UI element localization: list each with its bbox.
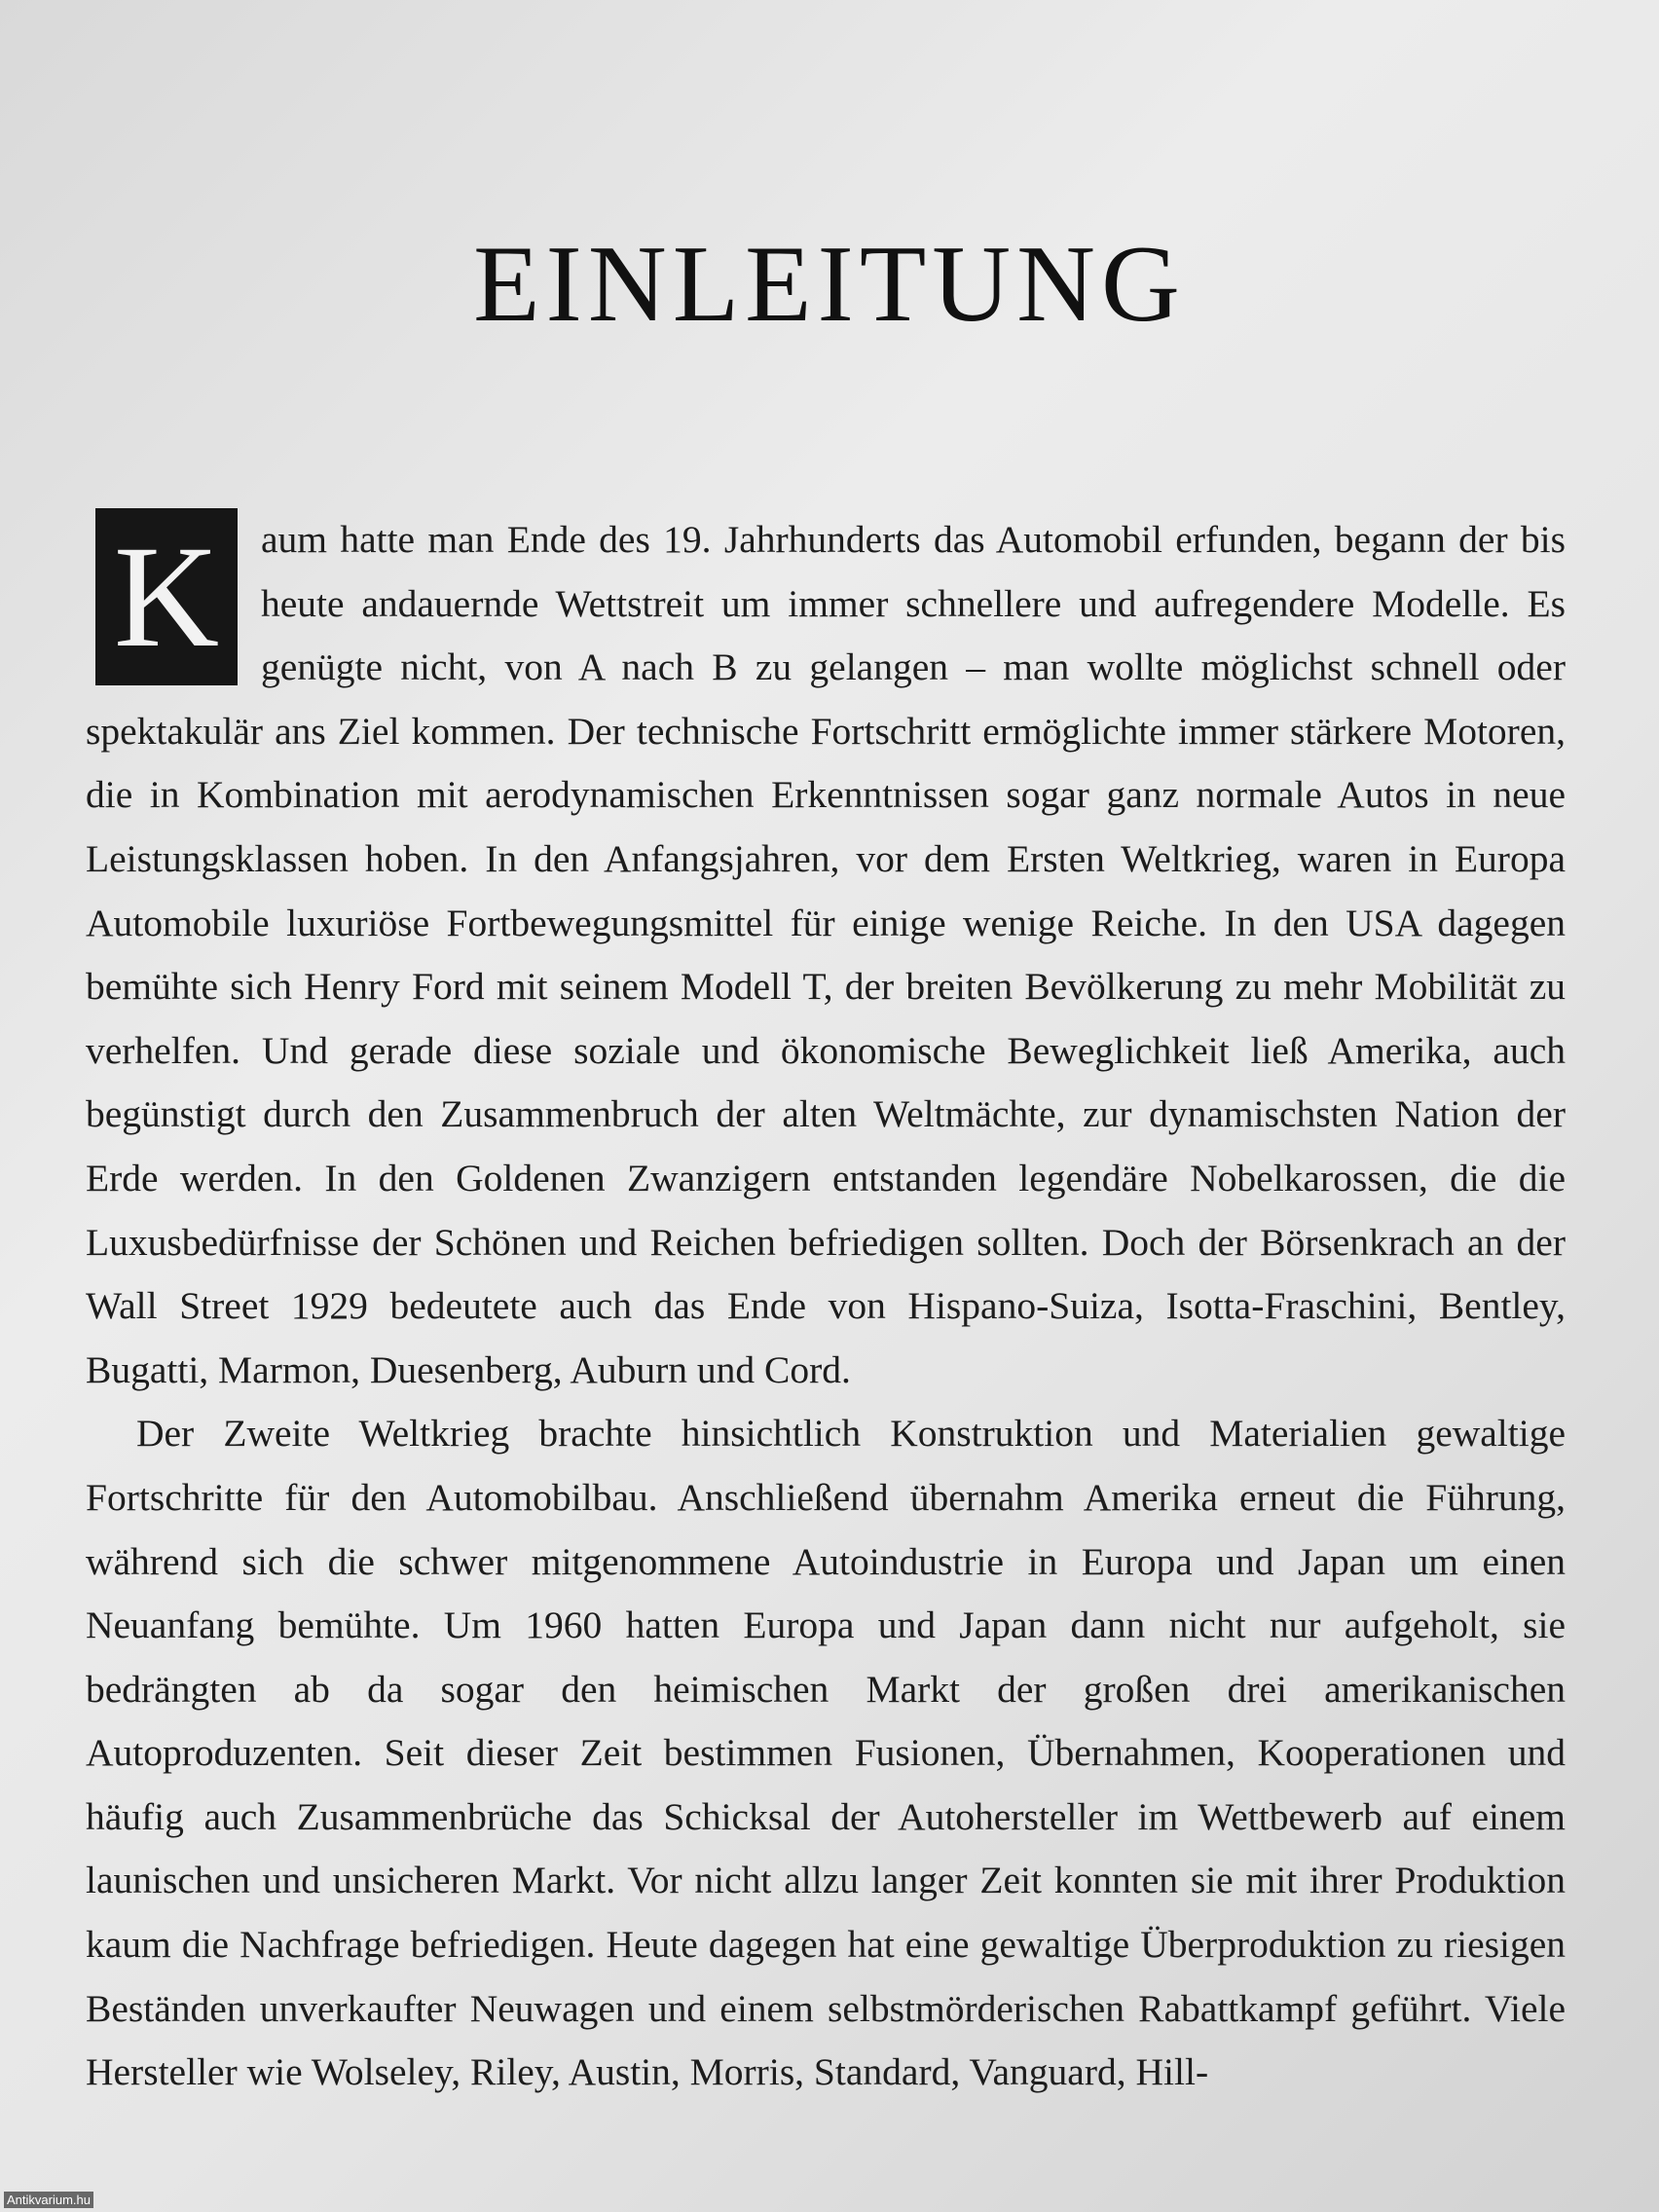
paragraph-1: [86, 508, 1566, 1402]
paragraph-1-text: aum hatte man Ende des 19. Jahrhunderts das Automobil erfunden, begann der bis heute andauernde Wettstreit um immer schnellere und aufregendere Modelle. Es genügte nicht, von A nach B zu gelangen – man wollte möglichst schnell oder spektakulär ans Ziel kommen. Der technische Fortschritt ermöglichte immer stärkere Motoren, die in Kombination mit aerodynamischen Erkenntnissen sogar ganz normale Autos in neue Leistungsklassen hoben. In den Anfangsjahren, vor dem Ersten Weltkrieg, waren in Europa Automobile luxuriöse Fortbewegungsmittel für einige wenige Reiche. In den USA dagegen bemühte sich Henry Ford mit seinem Modell T, der breiten Bevölkerung zu mehr Mobilität zu verhelfen. Und gerade diese soziale und ökonomische Beweglichkeit ließ Amerika, auch begünstigt durch den Zusammenbruch der alten Weltmächte, zur dynamischsten Nation der Erde werden. In den Goldenen Zwanzigern entstanden legendäre Nobelkarossen, die die Luxusbedürfnisse der Schönen und Reichen befriedigen sollten. Doch der Börsenkrach an der Wall Street 1929 bedeutete auch das Ende von Hispano-Suiza, Isotta-Fraschini, Bentley, Bugatti, Marmon, Duesenberg, Auburn und Cord.: [86, 518, 1566, 1391]
drop-cap: K: [95, 508, 238, 685]
watermark-label: Antikvarium.hu: [4, 2192, 93, 2208]
body-text: [86, 508, 1566, 2105]
page-title: EINLEITUNG: [473, 224, 1186, 345]
paragraph-2: Der Zweite Weltkrieg brachte hinsichtlich Konstruktion und Materialien gewaltige Fortschritte für den Automobilbau. Anschließend übernahm Amerika erneut die Führung, während sich die schwer mitgenommene Autoindustrie in Europa und Japan um einen Neuanfang bemühte. Um 1960 hatten Europa und Japan dann nicht nur aufgeholt, sie bedrängten ab da sogar den heimischen Markt der großen drei amerikanischen Autoproduzenten. Seit dieser Zeit bestimmen Fusionen, Übernahmen, Kooperationen und häufig auch Zusammenbrüche das Schicksal der Autohersteller im Wettbewerb auf einem launischen und unsicheren Markt. Vor nicht allzu langer Zeit konnten sie mit ihrer Produktion kaum die Nachfrage befriedigen. Heute dagegen hat eine gewaltige Überproduktion zu riesigen Beständen unverkaufter Neuwagen und einem selbstmörderischen Rabattkampf geführt. Viele Hersteller wie Wolseley, Riley, Austin, Morris, Standard, Vanguard, Hill-: [86, 1412, 1566, 2094]
